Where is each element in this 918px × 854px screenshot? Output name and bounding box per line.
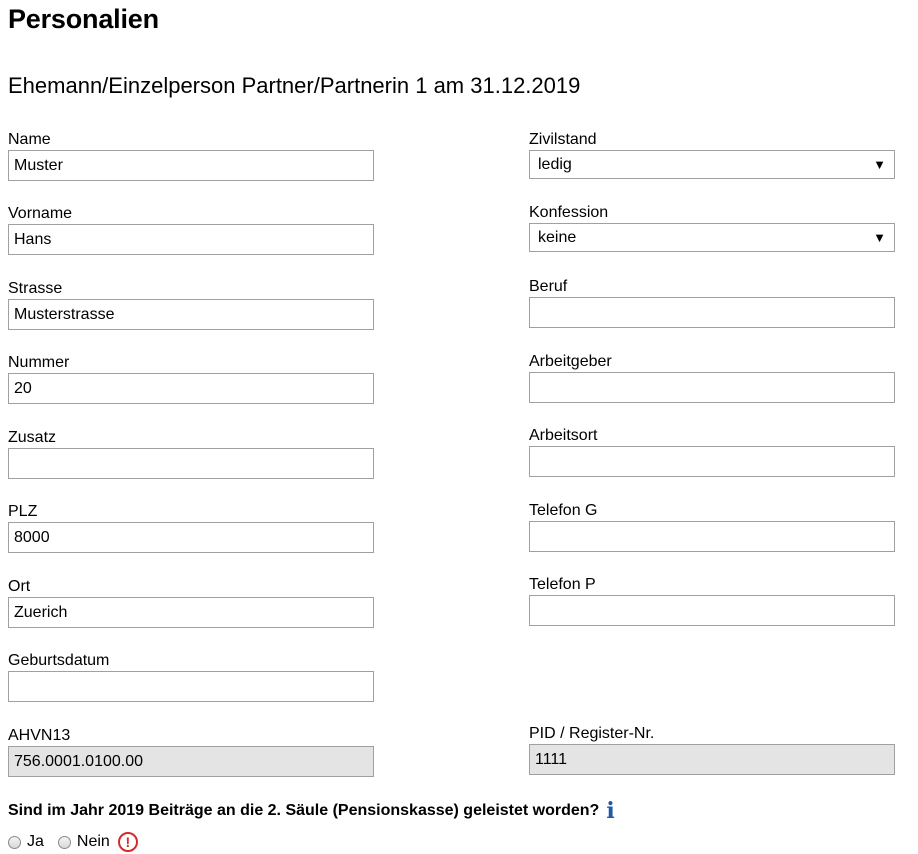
vorname-input[interactable]: Hans	[8, 224, 374, 255]
arbeitgeber-label: Arbeitgeber	[529, 353, 612, 370]
nummer-input[interactable]: 20	[8, 373, 374, 404]
vorname-label: Vorname	[8, 205, 73, 222]
beruf-label: Beruf	[529, 278, 568, 295]
telefon-p-label: Telefon P	[529, 576, 596, 593]
radio-nein-circle[interactable]	[58, 836, 71, 849]
strasse-input[interactable]: Musterstrasse	[8, 299, 374, 330]
pid-input: 1111	[529, 744, 895, 775]
konfession-select[interactable]	[529, 223, 895, 252]
page-title: Personalien	[8, 4, 159, 34]
chevron-down-icon: ▼	[873, 230, 886, 245]
arbeitgeber-input[interactable]	[529, 372, 895, 403]
konfession-field	[529, 203, 895, 252]
strasse-label: Strasse	[8, 280, 63, 297]
chevron-down-icon: ▼	[873, 157, 886, 172]
name-label: Name	[8, 131, 51, 148]
pension-radio-group	[8, 832, 138, 852]
arbeitsort-input[interactable]	[529, 446, 895, 477]
radio-ja-label[interactable]: Ja	[27, 833, 44, 850]
pension-question	[8, 798, 615, 824]
vorname-field	[8, 204, 374, 255]
warning-icon: !	[118, 832, 138, 852]
zivilstand-label: Zivilstand	[529, 131, 597, 148]
arbeitsort-field	[529, 426, 895, 477]
radio-nein[interactable]	[58, 833, 110, 851]
zusatz-label: Zusatz	[8, 429, 57, 446]
ort-input[interactable]: Zuerich	[8, 597, 374, 628]
radio-ja[interactable]	[8, 833, 44, 851]
radio-nein-label[interactable]: Nein	[76, 833, 110, 850]
nummer-field	[8, 353, 374, 404]
ahvn13-field	[8, 726, 374, 777]
pid-label: PID / Register-Nr.	[529, 725, 655, 742]
konfession-value: keine	[538, 228, 577, 246]
geburtsdatum-field	[8, 651, 374, 702]
telefon-p-input[interactable]	[529, 595, 895, 626]
radio-ja-circle[interactable]	[8, 836, 21, 849]
pension-question-text: Sind im Jahr 2019 Beiträge an die 2. Säule (Pensionskasse) geleistet worden?	[8, 802, 600, 819]
zivilstand-field	[529, 130, 895, 179]
arbeitgeber-field	[529, 352, 895, 403]
zivilstand-value: ledig	[538, 155, 572, 173]
geburtsdatum-label: Geburtsdatum	[8, 652, 110, 669]
pid-field	[529, 724, 895, 775]
plz-field	[8, 502, 374, 553]
zusatz-field	[8, 428, 374, 479]
ort-label: Ort	[8, 578, 31, 595]
ahvn13-label: AHVN13	[8, 727, 71, 744]
name-input[interactable]: Muster	[8, 150, 374, 181]
plz-input[interactable]: 8000	[8, 522, 374, 553]
info-icon[interactable]: i	[606, 798, 615, 824]
telefon-g-field	[529, 501, 895, 552]
telefon-g-input[interactable]	[529, 521, 895, 552]
strasse-field	[8, 279, 374, 330]
geburtsdatum-input[interactable]	[8, 671, 374, 702]
name-field	[8, 130, 374, 181]
telefon-p-field	[529, 575, 895, 626]
zusatz-input[interactable]	[8, 448, 374, 479]
nummer-label: Nummer	[8, 354, 70, 371]
ahvn13-input: 756.0001.0100.00	[8, 746, 374, 777]
arbeitsort-label: Arbeitsort	[529, 427, 598, 444]
telefon-g-label: Telefon G	[529, 502, 598, 519]
beruf-field	[529, 277, 895, 328]
konfession-label: Konfession	[529, 204, 609, 221]
zivilstand-select[interactable]	[529, 150, 895, 179]
plz-label: PLZ	[8, 503, 38, 520]
beruf-input[interactable]	[529, 297, 895, 328]
ort-field	[8, 577, 374, 628]
section-subtitle: Ehemann/Einzelperson Partner/Partnerin 1 am 31.12.2019	[8, 73, 581, 98]
